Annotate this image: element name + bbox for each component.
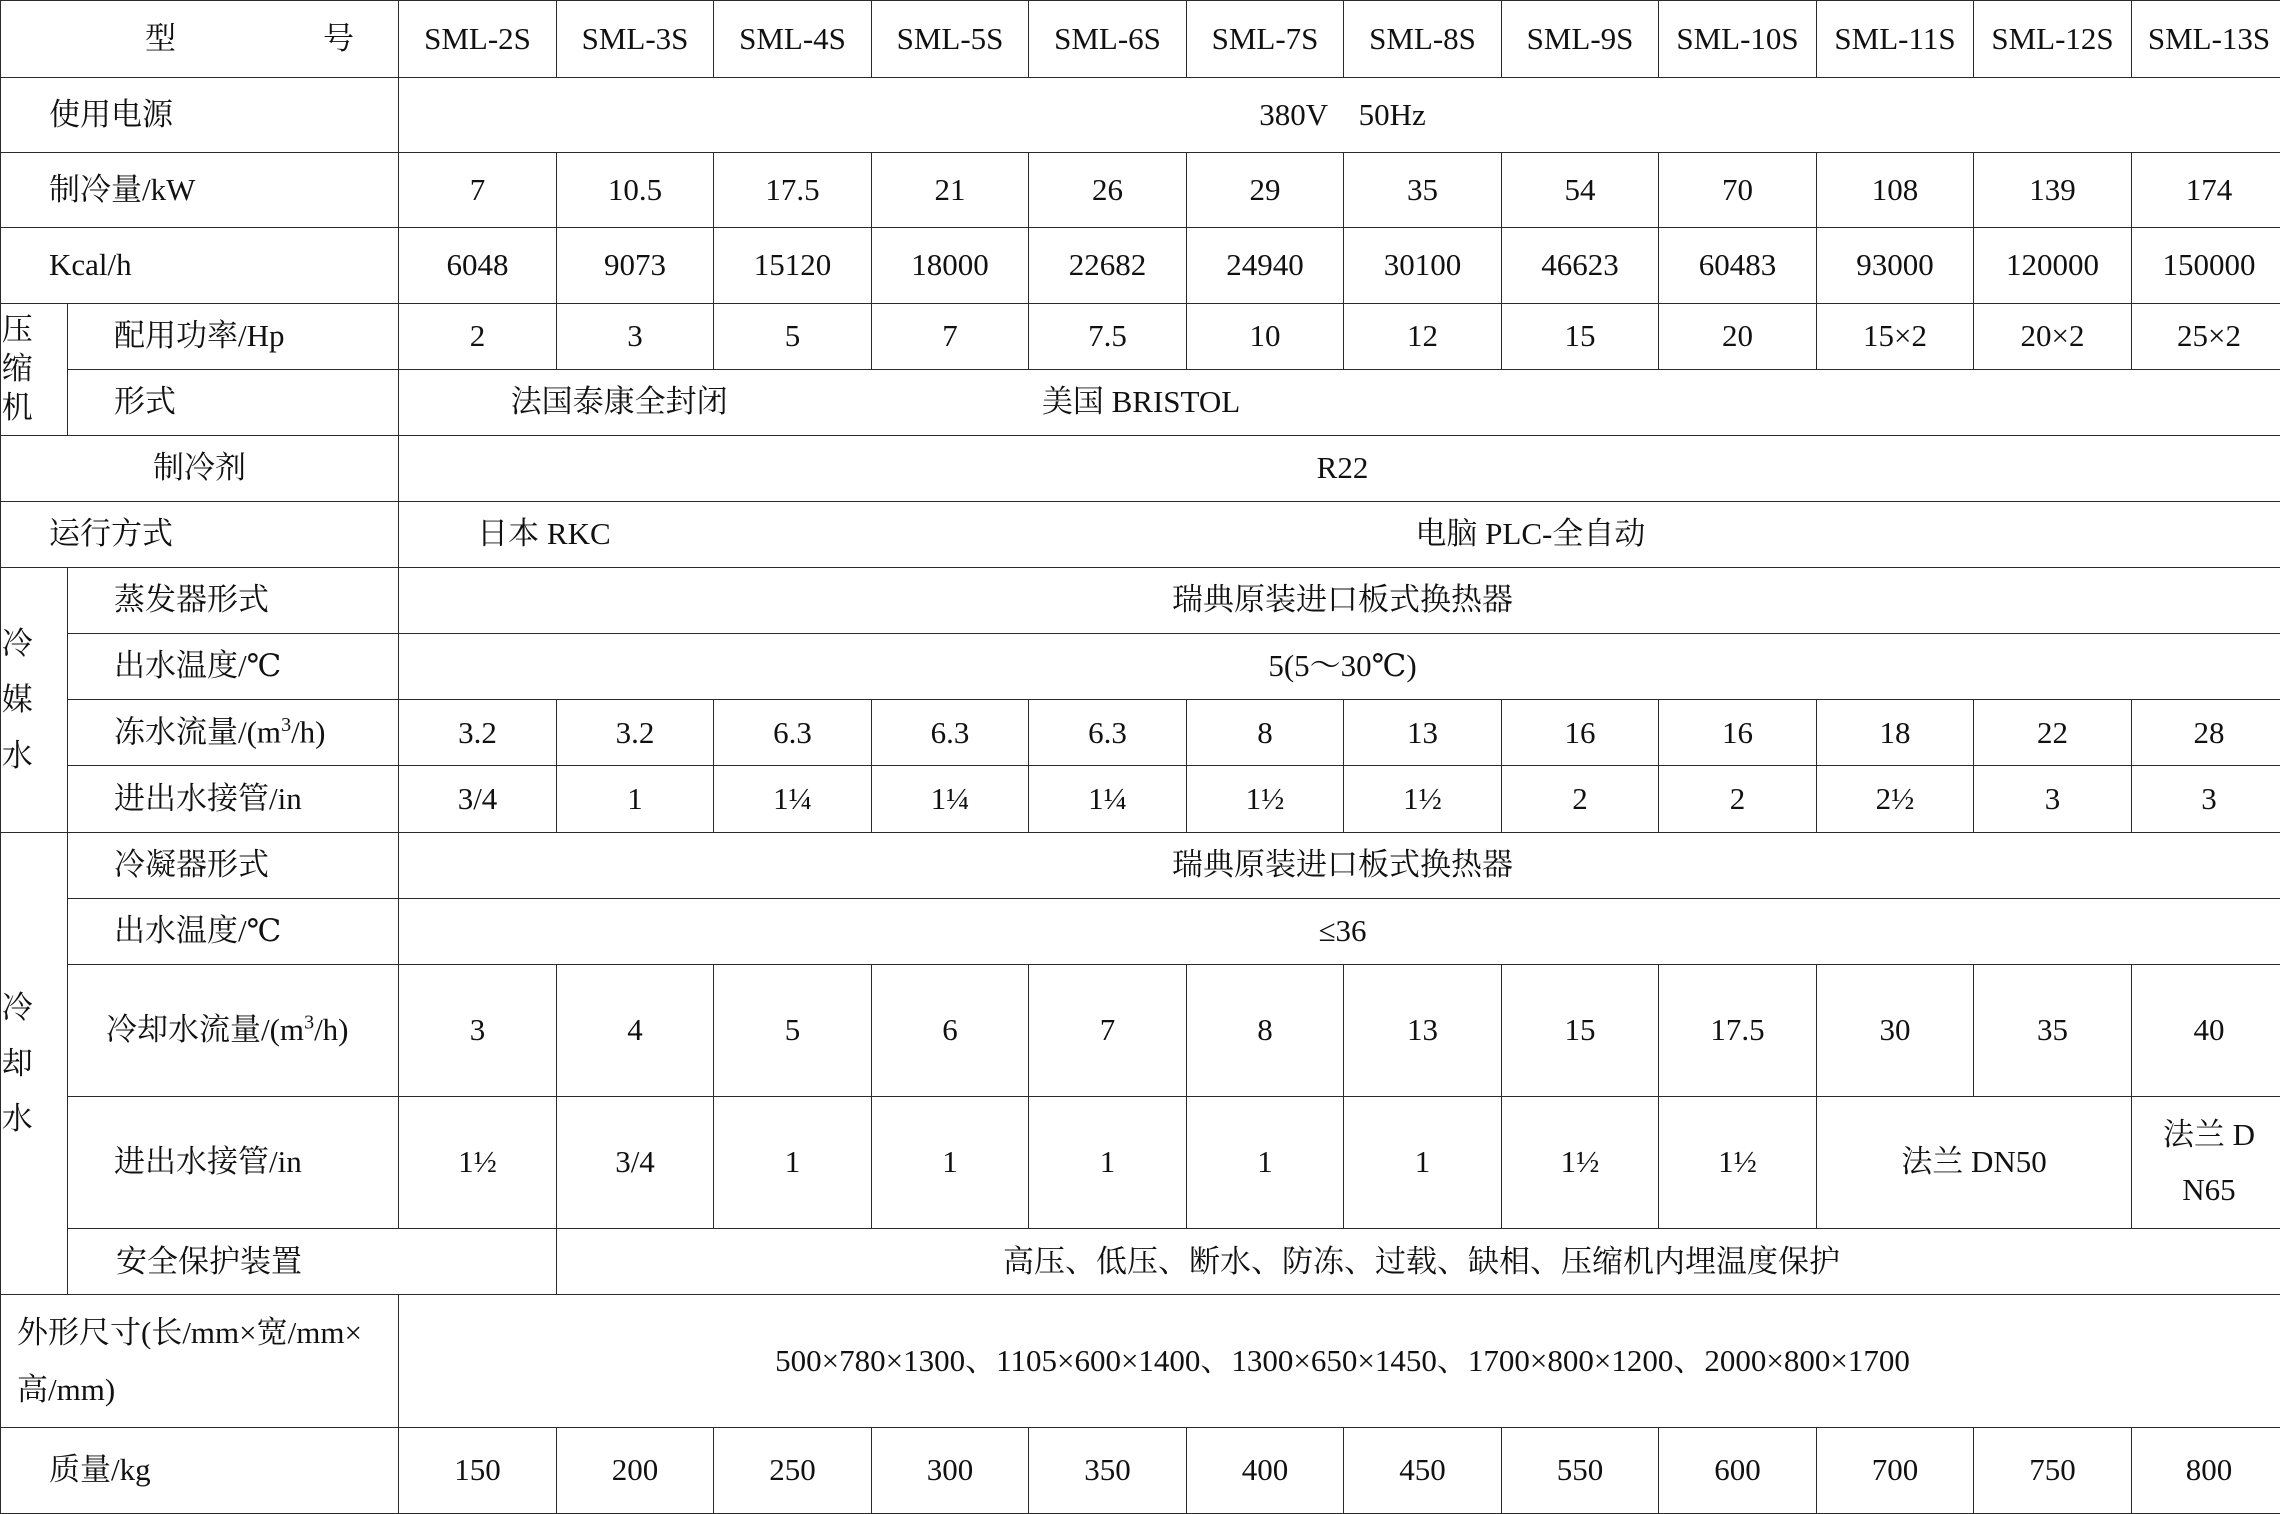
operation-value-a: 日本 RKC xyxy=(477,516,611,552)
table-cell: 1½ xyxy=(1502,1097,1659,1229)
model-header-label xyxy=(1,1,399,78)
chilled-temp-row xyxy=(1,634,2280,700)
table-cell: 12 xyxy=(1344,303,1502,369)
table-cell: 7 xyxy=(1029,964,1187,1096)
table-cell: 3/4 xyxy=(557,1097,714,1229)
table-cell: 108 xyxy=(1817,153,1974,228)
table-cell: 6.3 xyxy=(872,700,1029,766)
table-cell: 139 xyxy=(1974,153,2132,228)
table-cell: 60483 xyxy=(1659,228,1817,303)
compressor-power-label: 配用功率/Hp xyxy=(68,303,399,369)
table-cell: 2 xyxy=(1502,766,1659,832)
table-cell: 7 xyxy=(872,303,1029,369)
table-cell: 21 xyxy=(872,153,1029,228)
cooling-water-group-text: 冷却水 xyxy=(1,989,33,1137)
table-cell: 3 xyxy=(1974,766,2132,832)
table-cell: 150 xyxy=(399,1427,557,1513)
compressor-type-b: 美国 BRISTOL xyxy=(1041,383,1241,419)
table-cell: 2 xyxy=(399,303,557,369)
cooling-flow-label-pre: 冷却水流量/(m xyxy=(106,1012,305,1048)
table-cell: 2½ xyxy=(1817,766,1974,832)
header-row xyxy=(1,1,2280,78)
table-cell: 9073 xyxy=(557,228,714,303)
model-cell: SML-2S xyxy=(399,1,557,78)
table-cell: 35 xyxy=(1974,964,2132,1096)
table-cell: 24940 xyxy=(1187,228,1344,303)
chilled-flow-label-pre: 冻水流量/(m xyxy=(114,714,282,750)
cooling-kcal-row xyxy=(1,228,2280,303)
cooling-flow-row xyxy=(1,964,2280,1096)
cooling-temp-label: 出水温度/℃ xyxy=(68,898,399,964)
table-cell: 1½ xyxy=(399,1097,557,1229)
table-cell: 18000 xyxy=(872,228,1029,303)
power-row xyxy=(1,78,2280,153)
table-cell: 600 xyxy=(1659,1427,1817,1513)
model-cell: SML-13S xyxy=(2132,1,2280,78)
chilled-temp-value: 5(5～30℃) xyxy=(399,634,2280,700)
flange-dn50-cell: 法兰 DN50 xyxy=(1817,1097,2132,1229)
cooling-flow-label xyxy=(68,964,399,1096)
cooling-kw-label: 制冷量/kW xyxy=(1,153,399,228)
dimensions-label: 外形尺寸(长/mm×宽/mm×高/mm) xyxy=(1,1295,399,1427)
model-cell: SML-3S xyxy=(557,1,714,78)
table-cell: 40 xyxy=(2132,964,2280,1096)
table-cell: 16 xyxy=(1502,700,1659,766)
table-cell: 15 xyxy=(1502,964,1659,1096)
table-cell: 35 xyxy=(1344,153,1502,228)
model-header-char-2: 号 xyxy=(323,20,354,56)
model-cell: SML-6S xyxy=(1029,1,1187,78)
table-cell: 1¼ xyxy=(872,766,1029,832)
table-cell: 15×2 xyxy=(1817,303,1974,369)
table-cell: 200 xyxy=(557,1427,714,1513)
refrigerant-value: R22 xyxy=(399,435,2280,501)
mass-label: 质量/kg xyxy=(1,1427,399,1513)
cooling-kcal-label: Kcal/h xyxy=(1,228,399,303)
cooling-kw-row xyxy=(1,153,2280,228)
chilled-water-group-text: 冷媒水 xyxy=(1,626,33,773)
table-cell: 6 xyxy=(872,964,1029,1096)
table-cell: 1 xyxy=(1187,1097,1344,1229)
table-cell: 93000 xyxy=(1817,228,1974,303)
model-cell: SML-7S xyxy=(1187,1,1344,78)
table-cell: 1½ xyxy=(1344,766,1502,832)
table-cell: 1¼ xyxy=(1029,766,1187,832)
table-cell: 13 xyxy=(1344,964,1502,1096)
cooling-flow-label-sup: 3 xyxy=(304,1011,315,1034)
table-cell: 70 xyxy=(1659,153,1817,228)
cooling-water-group-label xyxy=(1,832,68,1295)
model-cell: SML-9S xyxy=(1502,1,1659,78)
chilled-temp-label: 出水温度/℃ xyxy=(68,634,399,700)
table-cell: 6.3 xyxy=(714,700,872,766)
table-cell: 16 xyxy=(1659,700,1817,766)
chilled-flow-label xyxy=(68,700,399,766)
compressor-group-label xyxy=(1,303,68,435)
table-cell: 1 xyxy=(1029,1097,1187,1229)
flange-dn65-cell: 法兰 DN65 xyxy=(2132,1097,2280,1229)
evaporator-label: 蒸发器形式 xyxy=(68,568,399,634)
table-cell: 30100 xyxy=(1344,228,1502,303)
table-cell: 450 xyxy=(1344,1427,1502,1513)
table-cell: 8 xyxy=(1187,700,1344,766)
power-label: 使用电源 xyxy=(1,78,399,153)
table-cell: 26 xyxy=(1029,153,1187,228)
cooling-temp-row xyxy=(1,898,2280,964)
safety-value: 高压、低压、断水、防冻、过载、缺相、压缩机内埋温度保护 xyxy=(557,1229,2280,1295)
table-cell: 10.5 xyxy=(557,153,714,228)
table-cell: 1 xyxy=(1344,1097,1502,1229)
safety-row xyxy=(1,1229,2280,1295)
table-cell: 800 xyxy=(2132,1427,2280,1513)
table-cell: 15120 xyxy=(714,228,872,303)
mass-row xyxy=(1,1427,2280,1513)
table-cell: 120000 xyxy=(1974,228,2132,303)
cooling-flow-label-post: /h) xyxy=(314,1012,349,1048)
compressor-type-value xyxy=(399,369,2280,435)
table-cell: 5 xyxy=(714,964,872,1096)
model-cell: SML-5S xyxy=(872,1,1029,78)
model-cell: SML-10S xyxy=(1659,1,1817,78)
cooling-pipe-row xyxy=(1,1097,2280,1229)
operation-value xyxy=(399,501,2280,567)
model-header-char-1: 型 xyxy=(145,20,176,56)
table-cell: 2 xyxy=(1659,766,1817,832)
table-cell: 550 xyxy=(1502,1427,1659,1513)
table-cell: 400 xyxy=(1187,1427,1344,1513)
compressor-type-a: 法国泰康全封闭 xyxy=(510,383,728,419)
model-cell: SML-4S xyxy=(714,1,872,78)
chilled-pipe-row xyxy=(1,766,2280,832)
table-cell: 28 xyxy=(2132,700,2280,766)
table-cell: 1¼ xyxy=(714,766,872,832)
table-cell: 4 xyxy=(557,964,714,1096)
table-cell: 250 xyxy=(714,1427,872,1513)
dimensions-value: 500×780×1300、1105×600×1400、1300×650×1450、1700×800×1200、2000×800×1700 xyxy=(399,1295,2280,1427)
table-cell: 25×2 xyxy=(2132,303,2280,369)
table-cell: 17.5 xyxy=(714,153,872,228)
safety-label: 安全保护装置 xyxy=(68,1229,557,1295)
compressor-group-text: 压缩机 xyxy=(1,312,33,425)
table-cell: 3 xyxy=(557,303,714,369)
refrigerant-label: 制冷剂 xyxy=(1,435,399,501)
table-cell: 18 xyxy=(1817,700,1974,766)
table-cell: 3.2 xyxy=(399,700,557,766)
compressor-type-label: 形式 xyxy=(68,369,399,435)
evaporator-row xyxy=(1,568,2280,634)
table-cell: 15 xyxy=(1502,303,1659,369)
table-cell: 3 xyxy=(399,964,557,1096)
cooling-temp-value: ≤36 xyxy=(399,898,2280,964)
table-cell: 3 xyxy=(2132,766,2280,832)
table-cell: 1 xyxy=(872,1097,1029,1229)
table-cell: 1½ xyxy=(1659,1097,1817,1229)
operation-row xyxy=(1,501,2280,567)
dimensions-row xyxy=(1,1295,2280,1427)
table-cell: 350 xyxy=(1029,1427,1187,1513)
compressor-power-row xyxy=(1,303,2280,369)
cooling-pipe-label: 进出水接管/in xyxy=(68,1097,399,1229)
evaporator-value: 瑞典原装进口板式换热器 xyxy=(399,568,2280,634)
table-cell: 22682 xyxy=(1029,228,1187,303)
condenser-row xyxy=(1,832,2280,898)
table-cell: 1½ xyxy=(1187,766,1344,832)
table-cell: 6.3 xyxy=(1029,700,1187,766)
table-cell: 8 xyxy=(1187,964,1344,1096)
table-cell: 20×2 xyxy=(1974,303,2132,369)
table-cell: 700 xyxy=(1817,1427,1974,1513)
chilled-flow-row xyxy=(1,700,2280,766)
table-cell: 17.5 xyxy=(1659,964,1817,1096)
table-cell: 5 xyxy=(714,303,872,369)
chilled-pipe-label: 进出水接管/in xyxy=(68,766,399,832)
power-value: 380V 50Hz xyxy=(399,78,2280,153)
table-cell: 20 xyxy=(1659,303,1817,369)
model-cell: SML-11S xyxy=(1817,1,1974,78)
table-cell: 300 xyxy=(872,1427,1029,1513)
table-cell: 46623 xyxy=(1502,228,1659,303)
table-cell: 10 xyxy=(1187,303,1344,369)
model-cell: SML-8S xyxy=(1344,1,1502,78)
table-cell: 174 xyxy=(2132,153,2280,228)
chilled-flow-label-post: /h) xyxy=(291,714,326,750)
table-cell: 22 xyxy=(1974,700,2132,766)
table-cell: 3.2 xyxy=(557,700,714,766)
table-cell: 30 xyxy=(1817,964,1974,1096)
refrigerant-row xyxy=(1,435,2280,501)
table-cell: 7.5 xyxy=(1029,303,1187,369)
table-cell: 3/4 xyxy=(399,766,557,832)
chilled-water-group-label xyxy=(1,568,68,833)
operation-label: 运行方式 xyxy=(1,501,399,567)
table-cell: 13 xyxy=(1344,700,1502,766)
table-cell: 1 xyxy=(557,766,714,832)
table-cell: 750 xyxy=(1974,1427,2132,1513)
table-cell: 54 xyxy=(1502,153,1659,228)
condenser-value: 瑞典原装进口板式换热器 xyxy=(399,832,2280,898)
table-cell: 150000 xyxy=(2132,228,2280,303)
condenser-label: 冷凝器形式 xyxy=(68,832,399,898)
operation-value-b: 电脑 PLC-全自动 xyxy=(1415,516,1646,552)
model-cell: SML-12S xyxy=(1974,1,2132,78)
compressor-type-row xyxy=(1,369,2280,435)
table-cell: 29 xyxy=(1187,153,1344,228)
table-cell: 7 xyxy=(399,153,557,228)
table-cell: 6048 xyxy=(399,228,557,303)
chilled-flow-label-sup: 3 xyxy=(281,714,292,737)
table-cell: 1 xyxy=(714,1097,872,1229)
